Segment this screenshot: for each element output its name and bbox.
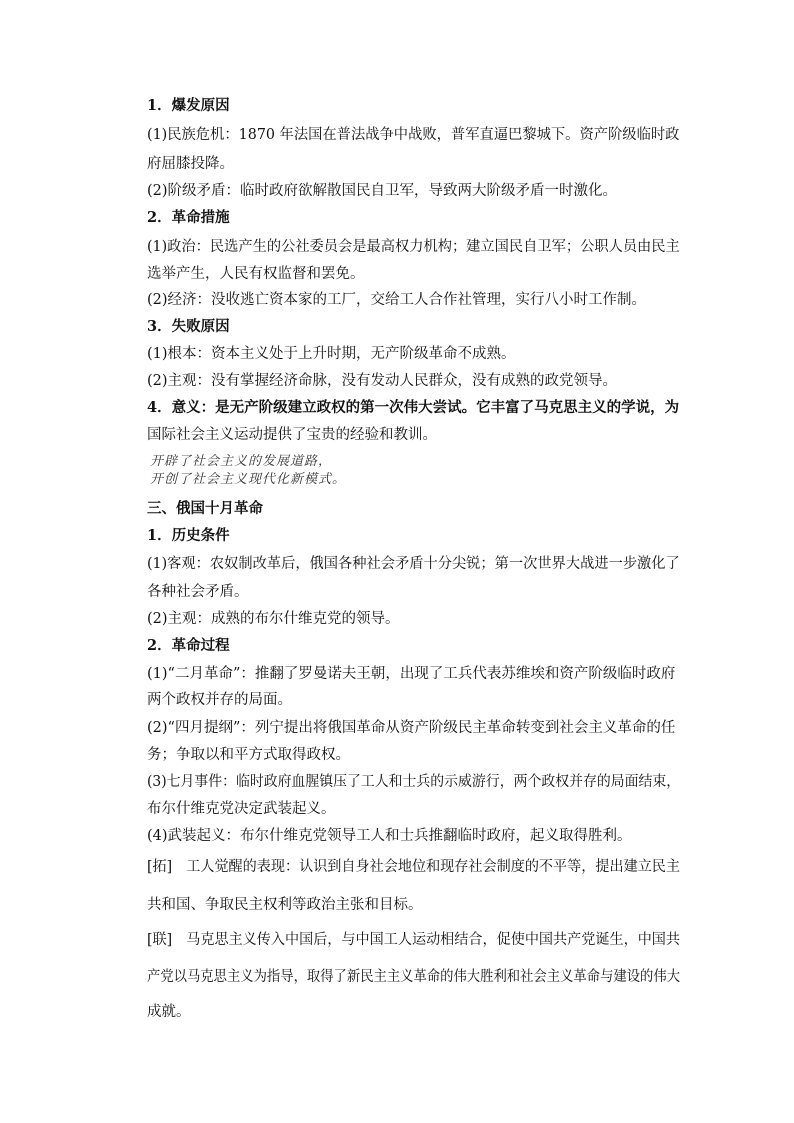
text-line: (2)阶级矛盾：临时政府欲解散国民自卫军，导致两大阶级矛盾一时激化。 [147, 183, 618, 199]
text-line: 布尔什维克党决定武装起义。 [147, 801, 336, 817]
text-line: (1)根本：资本主义处于上升时期，无产阶级革命不成熟。 [147, 346, 516, 362]
text-line: 务；争取以和平方式取得政权。 [147, 747, 350, 763]
text-line: (2)“四月提纲”：列宁提出将俄国革命从资产阶级民主革命转变到社会主义革命的任 [147, 720, 676, 736]
note-link: [联] 马克思主义传入中国后，与中国工人运动相结合，促使中国共产党诞生，中国共 [147, 932, 681, 948]
text-line: (2)主观：没有掌握经济命脉，没有发动人民群众，没有成熟的政党领导。 [147, 373, 618, 389]
text-line: 选举产生，人民有权监督和罢免。 [147, 266, 365, 282]
text-line: 府屈膝投降。 [147, 156, 234, 172]
heading-4-significance: 4．意义：是无产阶级建立政权的第一次伟大尝试。它丰富了马克思主义的学说，为 [147, 399, 680, 416]
text-line: (1)“二月革命”：推翻了罗曼诺夫王朝，出现了工兵代表苏维埃和资产阶级临时政府 [147, 666, 676, 682]
heading-2: 2．革命措施 [147, 209, 230, 226]
text-line: (1)民族危机：1870 年法国在普法战争中战败，普军直逼巴黎城下。资产阶级临时政 [147, 127, 680, 143]
text-line: (4)武装起义：布尔什维克党领导工人和士兵推翻临时政府，起义取得胜利。 [147, 828, 632, 844]
heading-1: 1．历史条件 [147, 527, 230, 544]
handwritten-note: 开辟了社会主义的发展道路， [150, 454, 333, 469]
handwritten-note: 开创了社会主义现代化新模式。 [150, 472, 347, 487]
text-line: (1)政治：民选产生的公社委员会是最高权力机构；建立国民自卫军；公职人员由民主 [147, 239, 680, 255]
text-line: 成就。 [147, 1004, 191, 1020]
text-line: (3)七月事件：临时政府血腥镇压了工人和士兵的示威游行，两个政权并存的局面结束， [147, 774, 681, 790]
text-line: (2)主观：成熟的布尔什维克党的领导。 [147, 611, 400, 627]
note-extension: [拓] 工人觉醒的表现：认识到自身社会地位和现存社会制度的不平等，提出建立民主 [147, 859, 681, 875]
text-line: (2)经济：没收逃亡资本家的工厂，交给工人合作社管理，实行八小时工作制。 [147, 292, 647, 308]
text-line: (1)客观：农奴制改革后，俄国各种社会矛盾十分尖锐；第一次世界大战进一步激化了 [147, 556, 680, 572]
heading-1: 1．爆发原因 [147, 97, 230, 114]
section-title: 三、俄国十月革命 [147, 500, 263, 517]
heading-2: 2．革命过程 [147, 637, 230, 654]
text-line: 产党以马克思主义为指导，取得了新民主主义革命的伟大胜利和社会主义革命与建设的伟大 [147, 969, 681, 985]
text-line: 两个政权并存的局面。 [147, 692, 292, 708]
heading-3: 3．失败原因 [147, 318, 230, 335]
text-line: 国际社会主义运动提供了宝贵的经验和教训。 [147, 427, 437, 443]
text-line: 共和国、争取民主权利等政治主张和目标。 [147, 897, 423, 913]
text-line: 各种社会矛盾。 [147, 584, 249, 600]
